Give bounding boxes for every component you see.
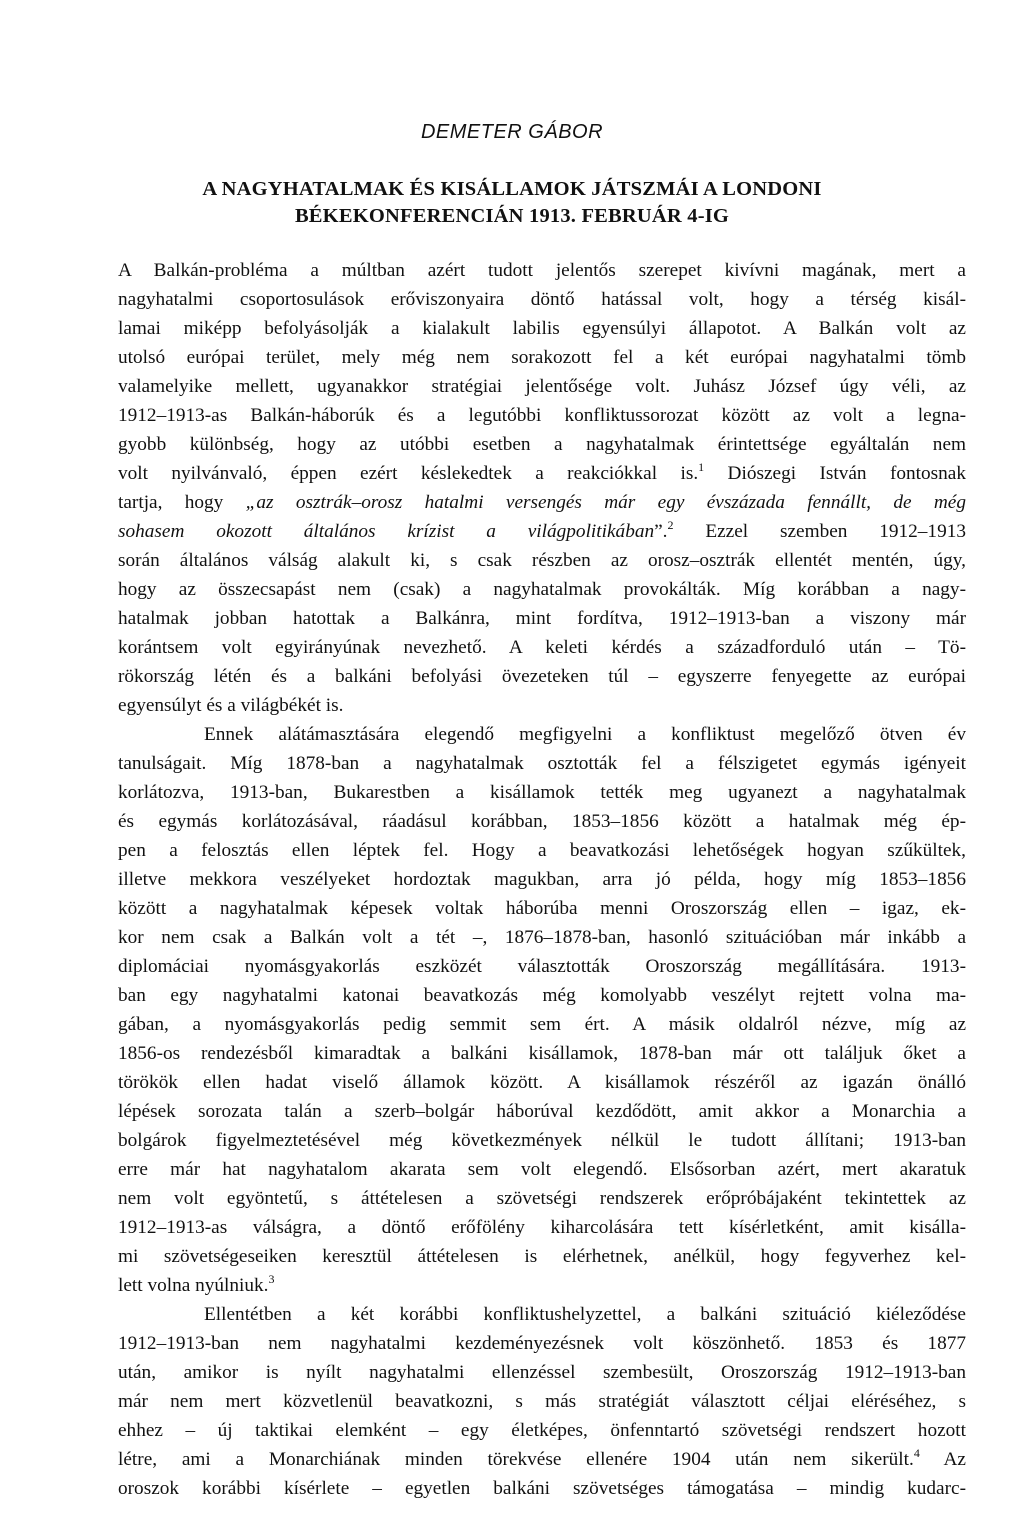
text-line: során általános válság alakult ki, s csak részben az orosz–osztrák ellentét mentén, úgy, [118,550,966,571]
text-line: utolsó európai terület, mely még nem sorakozott fel a két európai nagyhatalmi tömb [118,347,966,368]
text-line: illetve mekkora veszélyeket hordoztak magukban, arra jó példa, hogy míg 1853–1856 [118,869,966,890]
text-line: 1912–1913-ban nem nagyhatalmi kezdeményezésnek volt köszönhető. 1853 és 1877 [118,1333,966,1354]
text-line: után, amikor is nyílt nagyhatalmi ellenzéssel szembesült, Oroszország 1912–1913-ban [118,1362,966,1383]
quotation: sohasem okozott általános krízist a világpolitikában [118,521,655,542]
text-line: között a nagyhatalmak képesek voltak háborúba menni Oroszország ellen – igaz, ek- [118,898,966,919]
footnote-ref[interactable]: 4 [913,1446,920,1460]
text-line: gyobb különbség, hogy az utóbbi esetben a nagyhatalmak érintettsége egyáltalán nem [118,434,966,455]
text-line: oroszok korábbi kísérlete – egyetlen balkáni szövetséges támogatása – mindig kudarc- [118,1478,966,1499]
text-line: ban egy nagyhatalmi katonai beavatkozás még komolyabb veszélyt rejtett volna ma- [118,985,966,1006]
text-line: ehhez – új taktikai elemként – egy életképes, önfenntartó szövetségi rendszert hozott [118,1420,966,1441]
text-line: erre már hat nagyhatalom akarata sem volt elegendő. Elsősorban azért, mert akaratuk [118,1159,966,1180]
text-line: létre, ami a Monarchiának minden törekvése ellenére 1904 után nem sikerült.$^4$ Az [118,1446,966,1470]
text-line: nem volt egyöntetű, s áttételesen a szövetségi rendszerek erőpróbájaként tekintettek az [118,1188,966,1209]
text-line: Ennek alátámasztására elegendő megfigyelni a konfliktust megelőző ötven év [204,724,966,745]
text-line: hogy az összecsapást nem (csak) a nagyhatalmak provokálták. Míg korábban a nagy- [118,579,966,600]
text-line: egyensúlyt és a világbékét is. [118,695,344,716]
quotation: „az osztrák–orosz hatalmi versengés már egy évszázada fennállt, de még [245,492,966,513]
title-line-1: A NAGYHATALMAK ÉS KISÁLLAMOK JÁTSZMÁI A LONDONI [202,178,822,200]
text-line: 1912–1913-as Balkán-háborúk és a legutóbbi konfliktussorozat között az volt a legna- [118,405,966,426]
text-line: volt nyilvánvaló, éppen ezért késlekedtek a reakciókkal is.$^1$ Diószegi István fontosnak [118,460,966,484]
article-title [140,176,884,230]
footnote-ref[interactable]: 2 [667,518,674,532]
text-line: Ellentétben a két korábbi konfliktushelyzettel, a balkáni szituáció kiéleződése [204,1304,966,1325]
footnote-ref[interactable]: 3 [268,1272,275,1286]
text-line: valamelyike mellett, ugyanakkor stratégiai jelentősége volt. Juhász József úgy véli, az [118,376,966,397]
text-line: lépések sorozata talán a szerb–bolgár háborúval kezdődött, amit akkor a Monarchia a [118,1101,966,1122]
title-line-2: BÉKEKONFERENCIÁN 1913. FEBRUÁR 4-IG [294,205,730,227]
text-line: korlátozva, 1913-ban, Bukarestben a kisállamok tették meg ugyanezt a nagyhatalmak [118,782,966,803]
text-line: A Balkán-probléma a múltban azért tudott jelentős szerepet kivívni magának, mert a [118,260,966,281]
text-line: törökök ellen hadat viselő államok között. A kisállamok részéről az igazán önálló [118,1072,966,1093]
text-line: kor nem csak a Balkán volt a tét –, 1876–1878-ban, hasonló szituációban már inkább a [118,927,966,948]
text-line: tanulságait. Míg 1878-ban a nagyhatalmak osztották fel a félszigetet egymás igényeit [118,753,966,774]
text-line: 1856-os rendezésből kimaradtak a balkáni kisállamok, 1878-ban már ott találjuk őket a [118,1043,966,1064]
text-line: nagyhatalmi csoportosulások erőviszonyaira döntő hatással volt, hogy a térség kisál- [118,289,966,310]
text-line: diplomáciai nyomásgyakorlás eszközét választották Oroszország megállítására. 1913- [118,956,966,977]
text-line: mi szövetségeseiken keresztül áttételesen is elérhetnek, anélkül, hogy fegyverhez kel- [118,1246,966,1267]
text-line: hatalmak jobban hatottak a Balkánra, mint fordítva, 1912–1913-ban a viszony már [118,608,966,629]
text-line: tartja, hogy „az osztrák–orosz hatalmi versengés már egy évszázada fennállt, de még [118,492,966,513]
text-line: gában, a nyomásgyakorlás pedig semmit sem ért. A másik oldalról nézve, míg az [118,1014,966,1035]
footnote-ref[interactable]: 1 [698,460,705,474]
text-line: rökország létén és a balkáni befolyási övezeteken túl – egyszerre fenyegette az európai [118,666,966,687]
text-line: lett volna nyúlniuk.$^3$ [118,1272,275,1296]
text-line: korántsem volt egyirányúnak nevezhető. A keleti kérdés a századforduló után – Tö- [118,637,966,658]
text-line: pen a felosztás ellen léptek fel. Hogy a beavatkozási lehetőségek hogyan szűkültek, [118,840,966,861]
text-line: lamai miképp befolyásolják a kialakult labilis egyensúlyi állapotot. A Balkán volt az [118,318,966,339]
text-line: bolgárok figyelmeztetésével még következmények nélkül le tudott állítani; 1913-ban [118,1130,966,1151]
text-line: 1912–1913-as válságra, a döntő erőfölény kiharcolására tett kísérletként, amit kisálla- [118,1217,966,1238]
text-line: sohasem okozott általános krízist a világpolitikában”.$^2$ Ezzel szemben 1912–1913 [118,518,966,542]
author-name: DEMETER GÁBOR [420,121,604,143]
text-line: és egymás korlátozásával, ráadásul korábban, 1853–1856 között a hatalmak még ép- [118,811,966,832]
text-line: már nem mert közvetlenül beavatkozni, s más stratégiát választott céljai eléréséhez, s [118,1391,966,1412]
